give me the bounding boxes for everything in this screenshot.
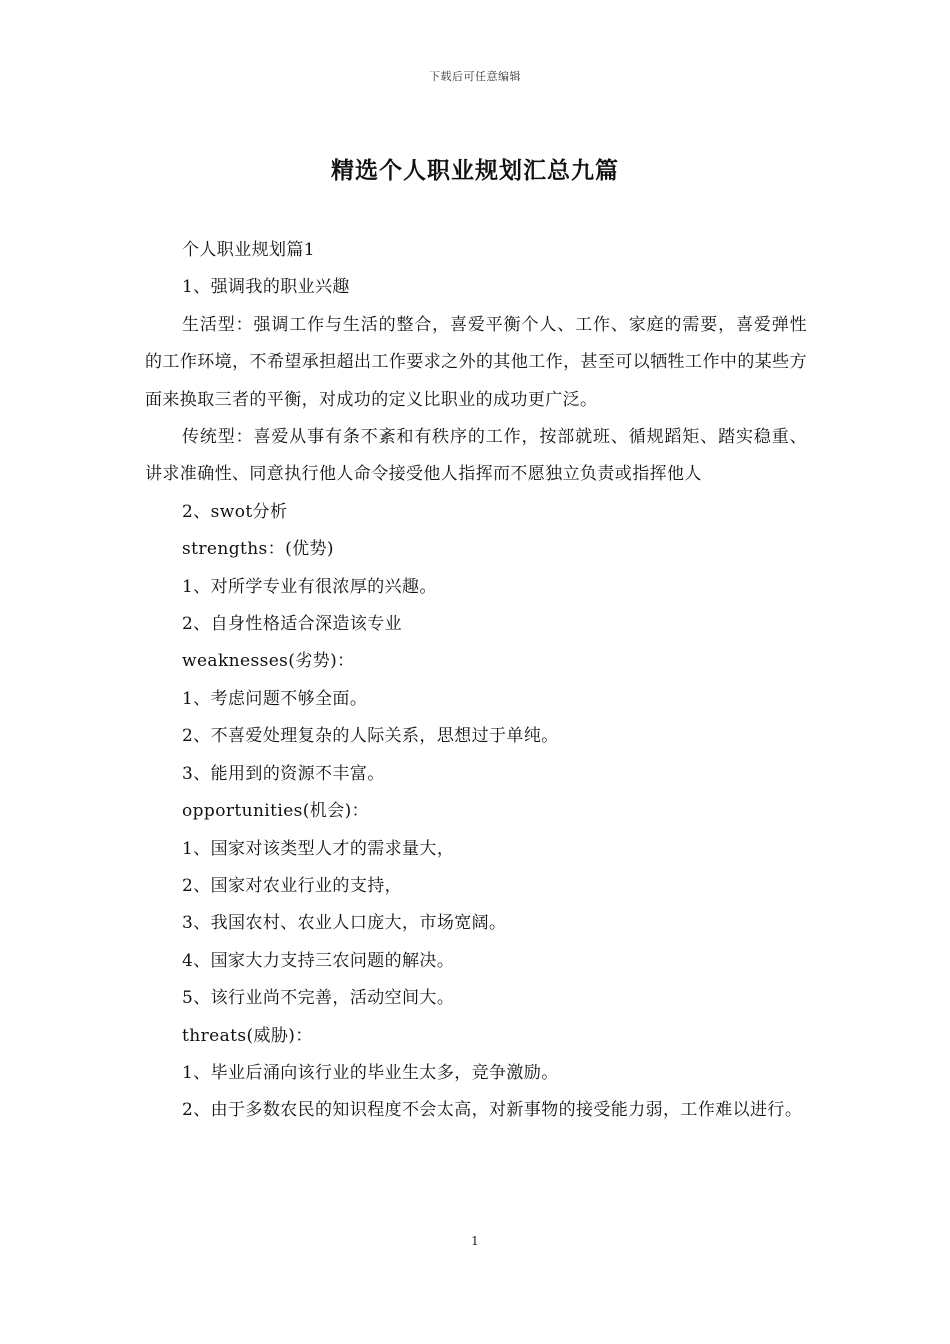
subsection-heading: 1、强调我的职业兴趣	[182, 277, 350, 298]
list-item: 2、由于多数农民的知识程度不会太高，对新事物的接受能力弱，工作难以进行。	[182, 1100, 803, 1121]
page-number: 1	[471, 1234, 479, 1248]
list-item: 2、自身性格适合深造该专业	[182, 614, 403, 635]
subsection-heading: 2、swot分析	[182, 501, 288, 522]
document-title: 精选个人职业规划汇总九篇	[331, 157, 619, 184]
document-body	[145, 232, 807, 1130]
list-item: 1、毕业后涌向该行业的毕业生太多，竞争激励。	[182, 1062, 559, 1083]
list-item: 1、国家对该类型人才的需求量大，	[182, 838, 455, 859]
list-item: 3、我国农村、农业人口庞大，市场宽阔。	[182, 913, 507, 934]
list-heading: weaknesses(劣势)：	[182, 651, 355, 672]
section-heading: 个人职业规划篇1	[182, 240, 316, 260]
list-item: 5、该行业尚不完善，活动空间大。	[182, 988, 455, 1009]
list-item: 4、国家大力支持三农问题的解决。	[182, 950, 455, 971]
list-heading: opportunities(机会)：	[182, 801, 370, 822]
list-item: 1、考虑问题不够全面。	[182, 688, 368, 709]
list-item: 2、不喜爱处理复杂的人际关系，思想过于单纯。	[182, 726, 559, 747]
list-item: 3、能用到的资源不丰富。	[182, 763, 385, 784]
list-heading: strengths：(优势)	[182, 539, 334, 560]
body-paragraph: 生活型：强调工作与生活的整合，喜爱平衡个人、工作、家庭的需要，喜爱弹性的工作环境，不希望承担超出工作要求之外的其他工作，甚至可以牺牲工作中的某些方面来换取三者的平衡，对成功的定义比职业的成功更广泛。	[145, 314, 807, 410]
list-heading: threats(威胁)：	[182, 1025, 313, 1046]
list-item: 2、国家对农业行业的支持，	[182, 875, 403, 896]
list-item: 1、对所学专业有很浓厚的兴趣。	[182, 576, 437, 597]
page-header-note: 下载后可任意编辑	[429, 70, 521, 83]
body-paragraph: 传统型：喜爱从事有条不紊和有秩序的工作，按部就班、循规蹈矩、踏实稳重、讲求准确性、同意执行他人命令接受他人指挥而不愿独立负责或指挥他人	[145, 427, 807, 485]
